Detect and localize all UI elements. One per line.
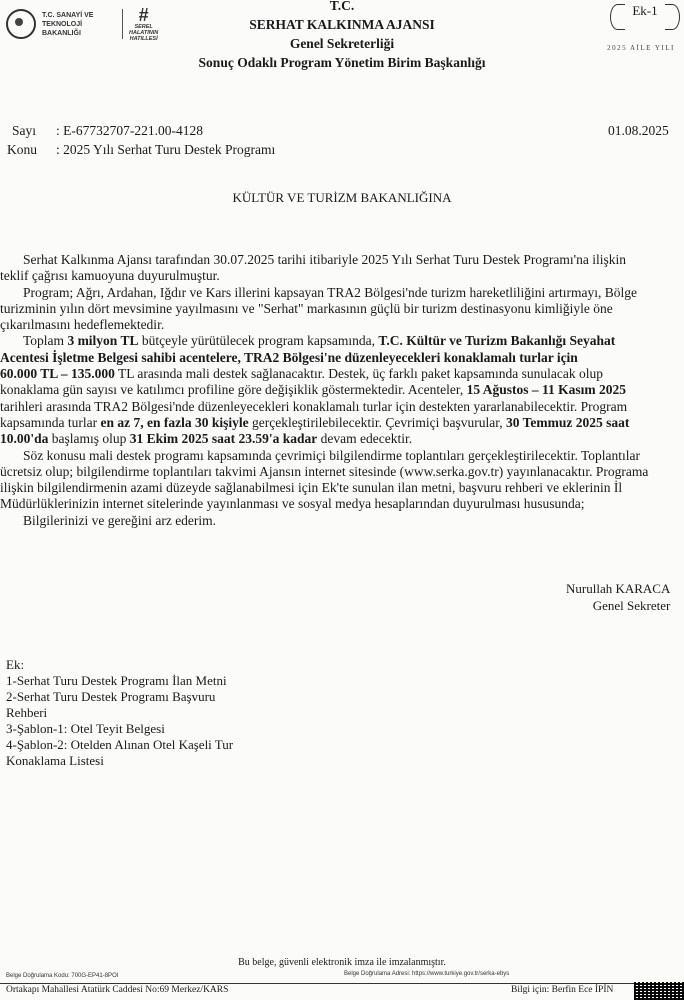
qr-code-icon	[634, 982, 684, 1000]
signature-block	[566, 580, 670, 614]
paragraph-line: 10.00'da başlamış olup 31 Ekim 2025 saat 23.59'a kadar devam edecektir.	[0, 431, 413, 447]
list-item: Konaklama Listesi	[6, 753, 104, 768]
paragraph-line: teklif çağrısı kamuoyuna duyurulmuştur.	[0, 268, 220, 284]
footer-divider	[0, 983, 684, 984]
paragraph-line: turizminin yılın dört mevsimine yayılmasını ve "Serhat" markasının güçlü bir turizm destinasyonu kimliğiyle öne	[0, 300, 613, 316]
verification-code: Belge Doğrulama Kodu: 700G-EP41-8POI	[6, 973, 119, 979]
signatory-title: Genel Sekreter	[592, 598, 671, 613]
esignature-note: Bu belge, güvenli elektronik imza ile imzalanmıştır.	[238, 957, 446, 968]
list-item: 3-Şablon-1: Otel Teyit Belgesi	[6, 721, 165, 736]
unit-name: Sonuç Odaklı Program Yönetim Birim Başkanlığı	[198, 55, 486, 70]
paragraph-line: Toplam 3 milyon TL bütçeyle yürütülecek program kapsamında, T.C. Kültür ve Turizm Bakanlığı Seyahat	[23, 333, 616, 349]
annex-label: Ek-1	[632, 3, 658, 18]
letterhead-title	[0, 0, 684, 72]
paragraph-line: tarihleri arasında TRA2 Bölgesi'nde düzenleyecekleri konaklamalı turlar için destekten yararlanabilecektir. Program	[0, 398, 628, 414]
footer-contact: Bilgi için: Berfin Ece İPİN	[511, 985, 614, 995]
document-number: Sayı : E-67732707-221.00-4128	[12, 123, 203, 138]
list-item: 4-Şablon-2: Otelden Alınan Otel Kaşeli Tur	[6, 737, 234, 752]
paragraph-line: Acentesi İşletme Belgesi sahibi acentelere, TRA2 Bölgesi'ne düzenleyecekleri konaklamalı turlar için	[0, 349, 578, 365]
agency-name: SERHAT KALKINMA AJANSI	[249, 17, 435, 32]
annex-mark	[610, 2, 680, 20]
list-item: 1-Serhat Turu Destek Programı İlan Metni	[6, 673, 227, 688]
left-bracket-icon	[610, 4, 625, 30]
letter-body	[0, 252, 684, 529]
paragraph-line: ücretsiz olup; bilgilendirme toplantıları takvimi Ajansın internet sitesinde (www.serka.gov.tr) yayınlanacaktır. Programa	[0, 463, 649, 479]
paragraph-line: kapsamında turlar en az 7, en fazla 30 kişiyle gerçekleştirilebilecektir. Çevrimiçi başvurular, 30 Temmuz 2025 saat	[0, 414, 630, 430]
paragraph-line: konaklama gün sayısı ve katılımcı profiline göre değişiklik göstermektedir. Acenteler, 15 Ağustos – 11 Kasım 2025	[0, 382, 626, 398]
annex-title: Ek:	[6, 657, 25, 672]
closing-line: Bilgilerinizi ve gereğini arz ederim.	[23, 512, 217, 528]
document-date: 01.08.2025	[608, 123, 669, 138]
paragraph-line: 60.000 TL – 135.000 TL arasında mali destek sağlanacaktır. Destek, üç farklı paket kapsamında sunulacak olup	[0, 366, 603, 382]
department-name: Genel Sekreterliği	[289, 36, 395, 51]
paragraph-line: Program; Ağrı, Ardahan, Iğdır ve Kars illerini kapsayan TRA2 Bölgesi'nde turizm hareketliliğini artırmayı, Bölge	[23, 284, 638, 300]
list-item: 2-Serhat Turu Destek Programı Başvuru	[6, 689, 216, 704]
paragraph-line: ilişkin bilgilendirmenin azami düzeyde sağlanabilmesi için Ek'te sunulan ilan metni, başvuru rehberi ve eklerinin İl	[0, 480, 623, 496]
annex-list	[6, 657, 233, 769]
document-subject: Konu : 2025 Yılı Serhat Turu Destek Programı	[7, 142, 276, 157]
national-campaign-logo: # SEREL HALATININ HATILLESİ	[129, 5, 159, 42]
verification-address: Belge Doğrulama Adresi: https://www.turkiye.gov.tr/serka-ebys	[344, 971, 510, 977]
paragraph-line: Söz konusu mali destek programı kapsamında çevrimiçi bilgilendirme toplantıları gerçekleştirilecektir. Toplantılar	[23, 447, 641, 463]
addressee: KÜLTÜR VE TURİZM BAKANLIĞINA	[232, 190, 452, 205]
paragraph-line: Serhat Kalkınma Ajansı tarafından 30.07.2025 tarihi itibariyle 2025 Yılı Serhat Turu Destek Programı'na ilişkin	[23, 252, 626, 267]
paragraph-line: çıkarılmasını hedeflemektedir.	[0, 317, 165, 333]
tc-heading: T.C.	[329, 0, 355, 13]
footer-address: Ortakapı Mahallesi Atatürk Caddesi No:69 Merkez/KARS	[6, 985, 229, 995]
paragraph-line: Müdürlüklerinizin internet sitelerinde yayınlanması ve sosyal medya hesaplarından duyurulması hususunda;	[0, 496, 585, 512]
ministry-logo-text: T.C. SANAYİ VE TEKNOLOJİ BAKANLIĞI	[42, 11, 94, 37]
signatory-name: Nurullah KARACA	[566, 581, 671, 596]
right-bracket-icon	[665, 4, 680, 30]
list-item: Rehberi	[6, 705, 48, 720]
year-slogan: 2025 AİLE YILI	[607, 44, 675, 52]
